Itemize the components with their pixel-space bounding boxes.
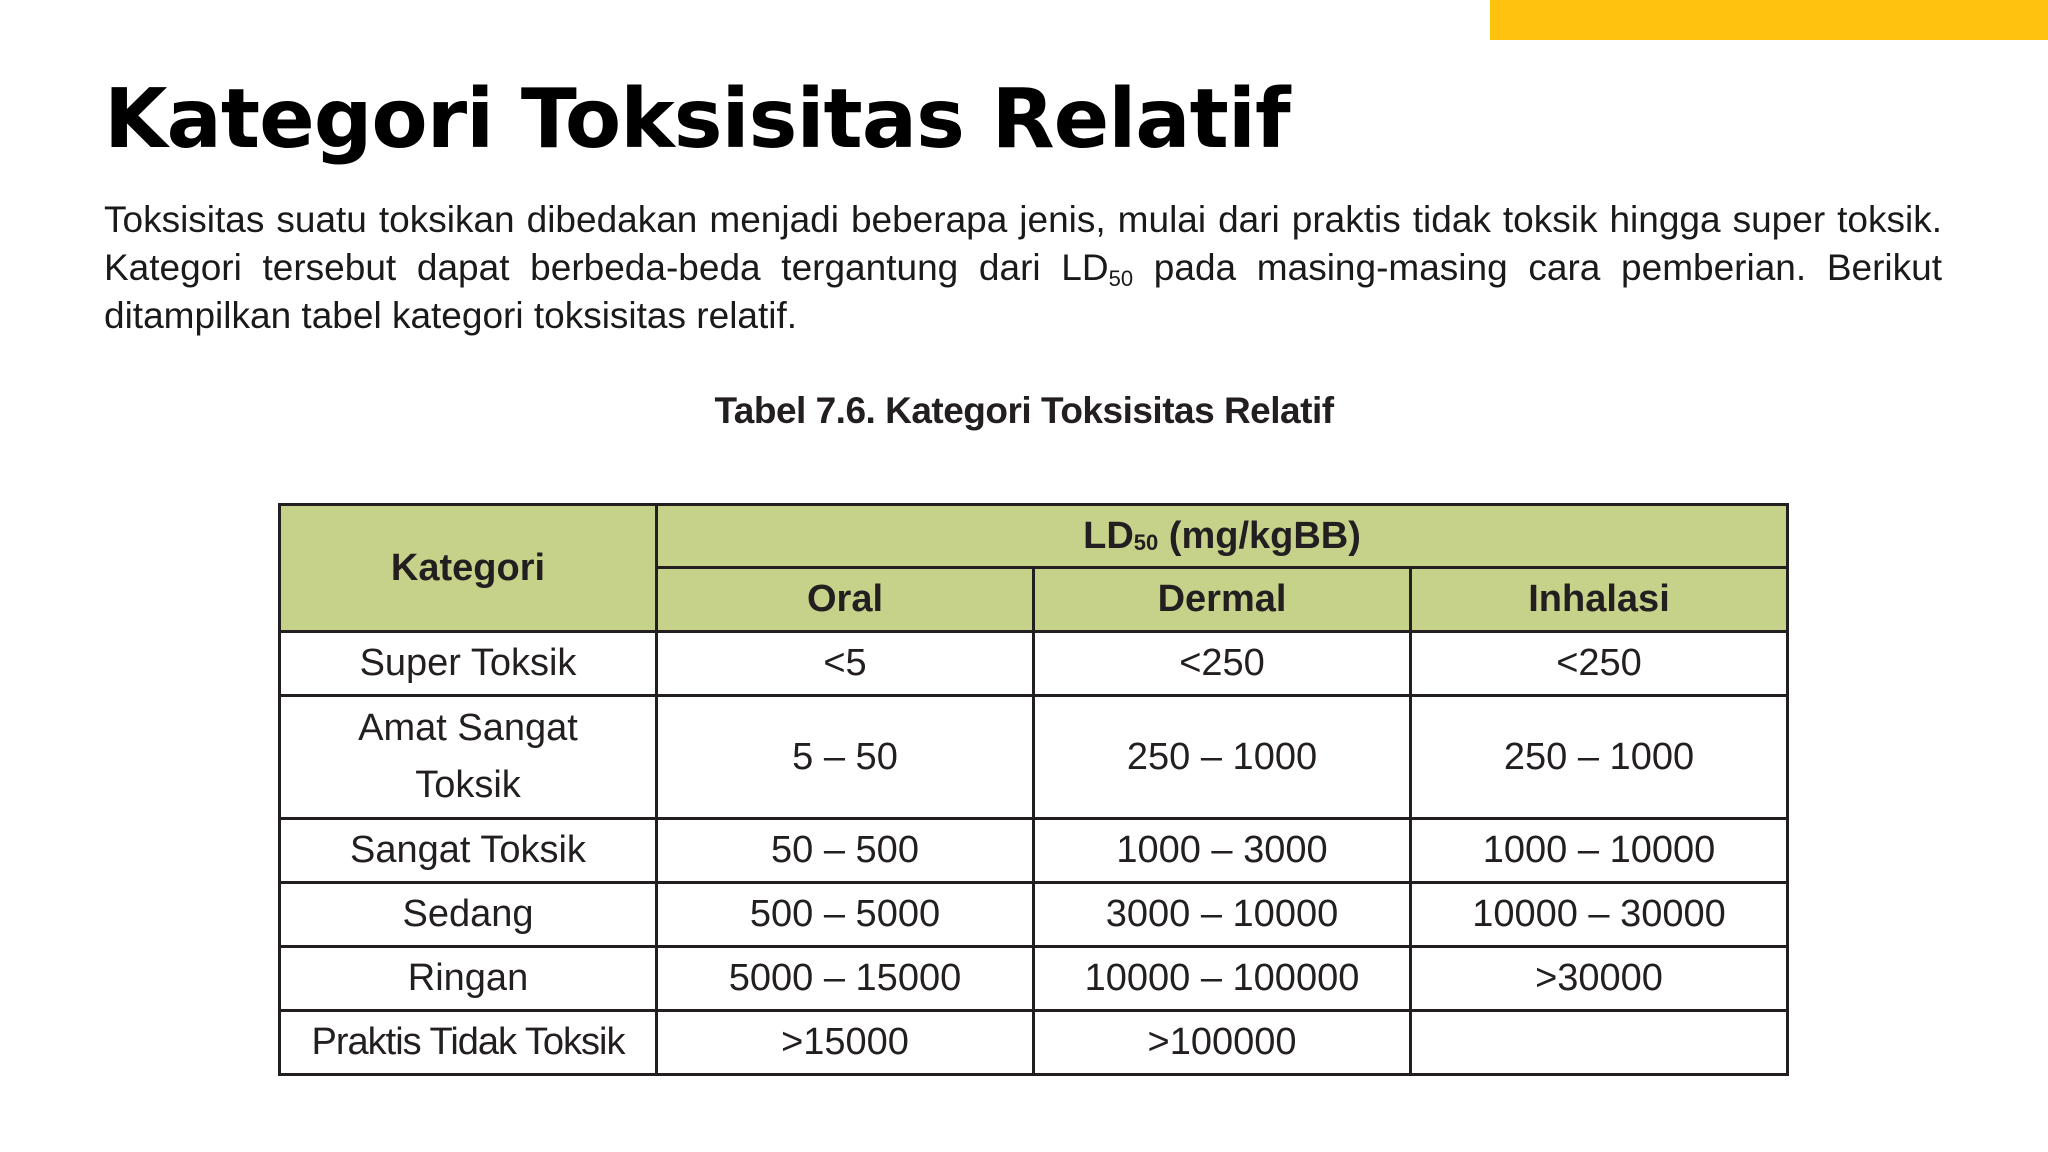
cell-dermal: 10000 – 100000 [1034,947,1411,1011]
intro-paragraph [104,196,1942,340]
table-row [280,1011,1788,1075]
cell-kategori: Sedang [280,883,657,947]
header-ld50-suffix: (mg/kgBB) [1158,514,1361,557]
cell-kategori: Super Toksik [280,632,657,696]
cell-inhalasi: 1000 – 10000 [1411,819,1788,883]
table-row [280,883,1788,947]
cell-oral: 500 – 5000 [657,883,1034,947]
cell-kategori: Praktis Tidak Toksik [280,1011,657,1075]
cell-kategori: Sangat Toksik [280,819,657,883]
header-ld50-sub: 50 [1133,529,1159,555]
cell-oral: <5 [657,632,1034,696]
header-oral: Oral [657,568,1034,632]
table-row [280,696,1788,819]
cell-dermal: 1000 – 3000 [1034,819,1411,883]
table-row [280,632,1788,696]
toxicity-table [278,503,1789,1076]
header-dermal: Dermal [1034,568,1411,632]
cell-inhalasi: <250 [1411,632,1788,696]
cell-dermal: 250 – 1000 [1034,696,1411,819]
cell-dermal: 3000 – 10000 [1034,883,1411,947]
header-ld50-prefix: LD [1083,514,1134,557]
page-title: Kategori Toksisitas Relatif [104,72,1290,167]
accent-bar [1490,0,2048,40]
cell-kategori: Ringan [280,947,657,1011]
cell-dermal: <250 [1034,632,1411,696]
header-inhalasi: Inhalasi [1411,568,1788,632]
cell-dermal: >100000 [1034,1011,1411,1075]
header-ld50 [657,505,1788,568]
intro-text-start: Toksisitas suatu toksikan dibedakan menjadi beberapa jenis, mulai dari praktis tidak toksik hingga super toksik. Kategori tersebut dapat berbeda-beda tergantung dari LD [104,199,1942,288]
cell-oral: 5000 – 15000 [657,947,1034,1011]
cell-oral: 5 – 50 [657,696,1034,819]
cell-inhalasi [1411,1011,1788,1075]
intro-subscript: 50 [1108,266,1134,291]
header-kategori: Kategori [280,505,657,632]
cell-inhalasi: >30000 [1411,947,1788,1011]
table-row [280,819,1788,883]
intro-text-end: pada masing-masing cara pemberian. Berikut ditampilkan tabel kategori toksisitas relatif. [104,247,1942,336]
cell-inhalasi: 10000 – 30000 [1411,883,1788,947]
table-header-row [280,505,1788,568]
cell-oral: >15000 [657,1011,1034,1075]
cell-inhalasi: 250 – 1000 [1411,696,1788,819]
table-caption: Tabel 7.6. Kategori Toksisitas Relatif [714,390,1334,431]
cell-oral: 50 – 500 [657,819,1034,883]
cell-kategori: Amat Sangat Toksik [280,696,657,819]
table-row [280,947,1788,1011]
